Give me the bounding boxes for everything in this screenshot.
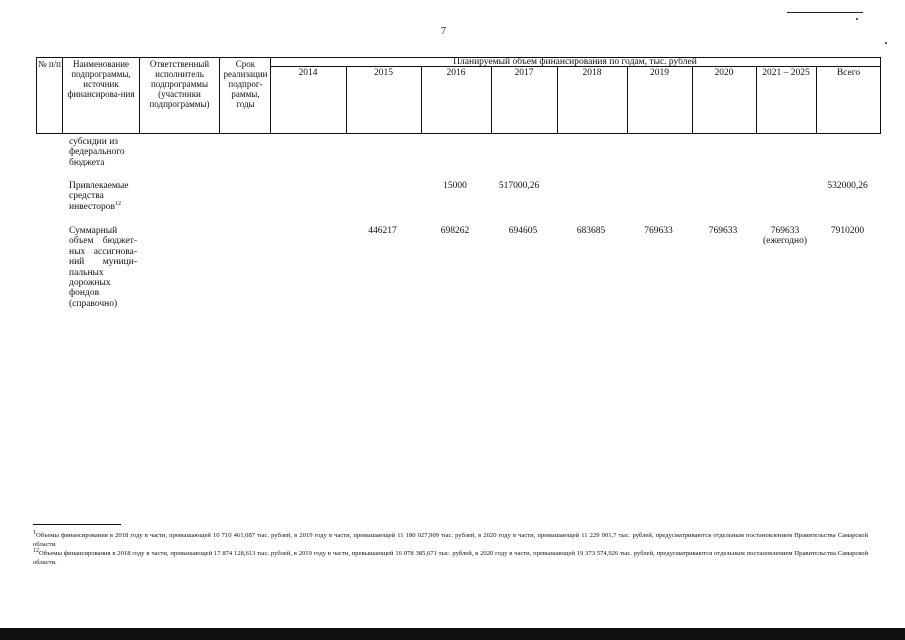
annually-note: (ежегодно) (762, 236, 807, 247)
header-year-2017: 2017 (514, 68, 534, 78)
footnote-separator (33, 524, 121, 525)
footnote-1: $^1$Объемы финансирования в 2018 году в части, превышающей 10 710 461,087 тыс. рублей, в 2019 году в части, превышающей 11 180 027,909 тыс. рублей, в 2020 году в части, превышающей 11 229 001,7 тыс. рублей, предусматриваются отдельным постановлением Правительства Самарской области. (33, 529, 868, 548)
investor-2016-value: 15000 (443, 181, 467, 191)
scan-bottom-edge (0, 628, 905, 640)
row-label-road-funds: Суммарный объем бюджет-ных ассигнова-ний муници-пальных дорожных фондов (справочно) (69, 226, 137, 309)
footnote-mark: 12 (115, 200, 122, 207)
header-period: Срок реализации подпрог-раммы, годы (223, 59, 268, 109)
scan-speck (885, 42, 887, 44)
header-year-2018: 2018 (582, 68, 602, 78)
header-year-2019: 2019 (650, 68, 669, 78)
footnote-12: $^{12}$Объемы финансирования в 2018 году в части, превышающей 17 874 128,613 тыс. рублей, в 2019 году в части, превышающей 16 078 385,671 тыс. рублей, в 2020 году в части, превышающей 19 373 574,926 тыс. рублей, предусматриваются отдельным постановлением Правительства Самарской области. (33, 547, 868, 566)
road-2018-value: 683685 (576, 226, 606, 236)
investor-2017-value: 517000,26 (498, 181, 540, 191)
road-2016-value: 698262 (440, 226, 470, 236)
row-label-investor-funds: Привлекаемые средства инвесторов$^{12}$ (69, 181, 129, 212)
header-year-2021-2025: 2021 – 2025 (762, 68, 810, 78)
top-edge-line (787, 12, 863, 13)
row-label-federal-subsidies: субсидии из федерального бюджета (69, 137, 125, 168)
header-year-2015: 2015 (374, 68, 393, 78)
road-total-value: 7910200 (830, 226, 865, 236)
scan-speck (856, 18, 858, 20)
header-total: Всего (836, 68, 861, 78)
header-funding-title: Планируемый объем финансирования по годам, тыс. рублей (453, 57, 697, 67)
header-year-2014: 2014 (298, 68, 318, 78)
header-year-2016: 2016 (446, 68, 466, 78)
investor-total-value: 532000,26 (827, 181, 868, 191)
road-2021-2025-value: 769633 (ежегодно) (755, 226, 815, 247)
page-number: 7 (441, 26, 446, 37)
road-2020-value: 769633 (708, 226, 738, 236)
road-2019-value: 769633 (644, 226, 673, 236)
header-executor: Ответственный исполнитель подпрограммы (участники подпрограммы) (149, 59, 210, 109)
road-2017-value: 694605 (508, 226, 538, 236)
road-2015-value: 446217 (368, 226, 397, 236)
funding-table-header (36, 57, 881, 134)
header-num: № п/п (38, 59, 61, 69)
header-name: Наименование подпрограммы, источник финансирова-ния (67, 59, 135, 99)
header-year-2020: 2020 (714, 68, 734, 78)
